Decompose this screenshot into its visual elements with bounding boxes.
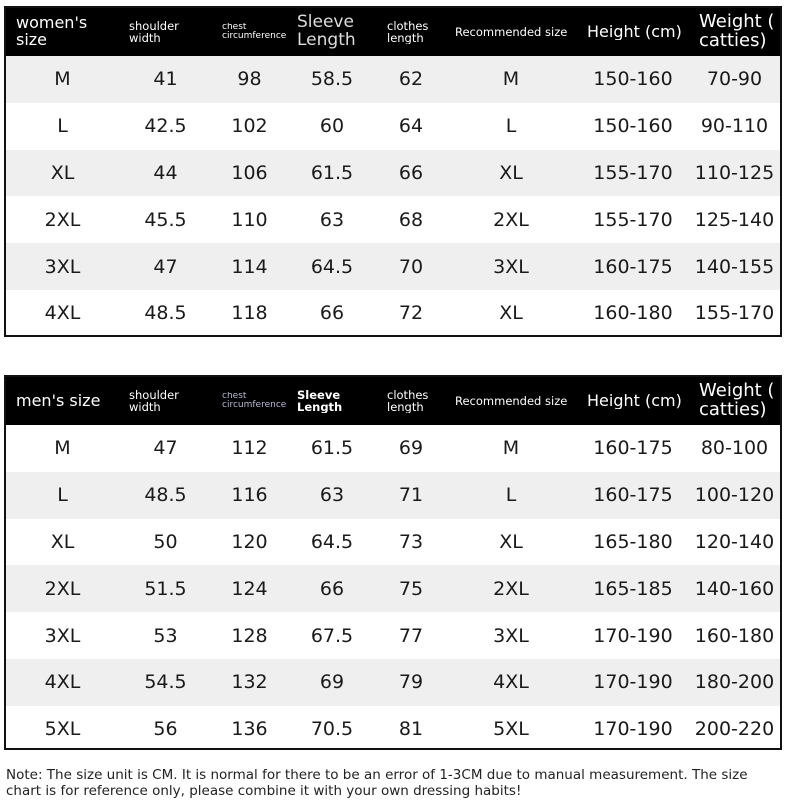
- table-cell: 47: [153, 437, 178, 460]
- women-size-table: [4, 6, 782, 337]
- table-cell: 110-125: [694, 161, 775, 184]
- table-cell: 124: [231, 577, 268, 600]
- table-cell: 165-185: [593, 577, 673, 600]
- table-cell: 48.5: [144, 484, 187, 507]
- table-cell: 61.5: [310, 437, 354, 460]
- table-cell: XL: [499, 161, 523, 184]
- table-cell: XL: [499, 302, 523, 325]
- table-cell: 140-160: [694, 577, 775, 600]
- table-cell: 54.5: [144, 671, 187, 694]
- header-size: women's size: [16, 15, 88, 49]
- table-row: [6, 150, 780, 197]
- table-cell: 5XL: [493, 718, 529, 741]
- table-cell: 47: [153, 255, 178, 278]
- table-cell: 155-170: [694, 302, 775, 325]
- table-cell: 3XL: [44, 255, 81, 278]
- table-row: [6, 196, 780, 243]
- women-header-row: [6, 8, 780, 56]
- table-cell: 160-180: [593, 302, 673, 325]
- table-cell: 41: [153, 68, 178, 91]
- table-cell: 118: [231, 302, 268, 325]
- table-cell: 70.5: [310, 718, 354, 741]
- header-weight: Weight ( catties): [699, 382, 775, 420]
- women-table-body: [6, 56, 780, 337]
- table-cell: 71: [398, 484, 424, 507]
- table-cell: 45.5: [144, 208, 187, 231]
- table-cell: 106: [231, 161, 268, 184]
- table-cell: 160-180: [694, 624, 775, 647]
- table-cell: 68: [398, 208, 424, 231]
- table-cell: M: [502, 437, 520, 460]
- table-cell: 170-190: [593, 718, 673, 741]
- table-cell: 81: [398, 718, 424, 741]
- table-cell: 102: [231, 115, 268, 138]
- table-cell: 70: [398, 255, 424, 278]
- header-clothes-length: clothes length: [387, 388, 429, 414]
- table-cell: 73: [398, 530, 424, 553]
- table-cell: 2XL: [493, 208, 529, 231]
- table-cell: 170-190: [593, 624, 673, 647]
- table-row: [6, 659, 780, 706]
- table-cell: 69: [398, 437, 424, 460]
- table-cell: 72: [398, 302, 424, 325]
- table-cell: 3XL: [493, 624, 529, 647]
- table-cell: 64: [398, 115, 424, 138]
- table-cell: 80-100: [700, 437, 769, 460]
- header-recommended: Recommended size: [455, 25, 568, 39]
- table-row: [6, 56, 780, 103]
- table-cell: 58.5: [310, 68, 354, 91]
- table-cell: 42.5: [144, 115, 187, 138]
- table-cell: 116: [231, 484, 268, 507]
- table-cell: 50: [153, 530, 178, 553]
- table-cell: 64.5: [310, 255, 354, 278]
- header-height: Height (cm): [587, 23, 682, 41]
- men-table-body: [6, 425, 780, 753]
- table-cell: L: [57, 484, 68, 507]
- table-cell: 150-160: [593, 68, 673, 91]
- table-cell: 160-175: [593, 437, 673, 460]
- table-cell: 125-140: [694, 208, 775, 231]
- table-cell: 136: [231, 718, 268, 741]
- table-cell: 53: [153, 624, 178, 647]
- header-chest: chest circumference: [222, 22, 287, 41]
- table-cell: 56: [153, 718, 178, 741]
- table-cell: 51.5: [144, 577, 187, 600]
- table-cell: 62: [398, 68, 424, 91]
- table-cell: M: [502, 68, 520, 91]
- table-cell: 128: [231, 624, 268, 647]
- table-row: [6, 706, 780, 753]
- table-cell: L: [505, 115, 517, 138]
- table-cell: 110: [231, 208, 268, 231]
- table-cell: 100-120: [694, 484, 775, 507]
- table-cell: 140-155: [694, 255, 775, 278]
- table-cell: 64.5: [310, 530, 354, 553]
- table-cell: 112: [231, 437, 268, 460]
- table-cell: L: [505, 484, 517, 507]
- table-cell: 200-220: [694, 718, 775, 741]
- table-cell: 4XL: [44, 671, 81, 694]
- table-cell: L: [57, 115, 68, 138]
- table-cell: 66: [398, 161, 424, 184]
- header-shoulder: shoulder width: [129, 388, 179, 414]
- table-cell: 90-110: [700, 115, 769, 138]
- table-cell: 70-90: [706, 68, 763, 91]
- table-row: [6, 243, 780, 290]
- table-cell: 69: [319, 671, 345, 694]
- header-sleeve: Sleeve Length: [297, 388, 343, 414]
- table-cell: 67.5: [310, 624, 354, 647]
- table-cell: 3XL: [493, 255, 529, 278]
- table-cell: 66: [319, 302, 345, 325]
- header-chest: chest circumference: [222, 391, 287, 410]
- men-size-table: [4, 375, 782, 750]
- table-cell: 4XL: [44, 302, 81, 325]
- table-cell: 77: [398, 624, 424, 647]
- table-cell: 48.5: [144, 302, 187, 325]
- table-cell: XL: [50, 530, 75, 553]
- table-cell: 150-160: [593, 115, 673, 138]
- table-cell: M: [54, 68, 71, 91]
- table-cell: 160-175: [593, 255, 673, 278]
- header-size: men's size: [16, 392, 101, 410]
- table-cell: 3XL: [44, 624, 81, 647]
- table-row: [6, 519, 780, 566]
- header-height: Height (cm): [587, 392, 682, 410]
- table-cell: 2XL: [44, 577, 81, 600]
- table-cell: 165-180: [593, 530, 673, 553]
- header-shoulder: shoulder width: [129, 19, 179, 45]
- table-row: [6, 290, 780, 337]
- table-cell: 4XL: [493, 671, 529, 694]
- measurement-note: Note: The size unit is CM. It is normal for there to be an error of 1-3CM due to manual measurement. The size chart is for reference only, please combine it with your own dressing habits!: [6, 767, 748, 799]
- header-weight: Weight ( catties): [699, 13, 775, 51]
- table-cell: 75: [398, 577, 424, 600]
- table-row: [6, 472, 780, 519]
- table-cell: 132: [231, 671, 268, 694]
- table-cell: XL: [50, 161, 75, 184]
- table-row: [6, 425, 780, 472]
- table-cell: 63: [319, 484, 345, 507]
- table-cell: 44: [153, 161, 178, 184]
- table-cell: 2XL: [44, 208, 81, 231]
- header-recommended: Recommended size: [455, 394, 568, 408]
- table-cell: 180-200: [694, 671, 775, 694]
- table-cell: XL: [499, 530, 523, 553]
- table-cell: 63: [319, 208, 345, 231]
- table-cell: 155-170: [593, 161, 673, 184]
- table-cell: 66: [319, 577, 345, 600]
- table-cell: 5XL: [44, 718, 81, 741]
- table-cell: 170-190: [593, 671, 673, 694]
- table-cell: 155-170: [593, 208, 673, 231]
- table-cell: 61.5: [310, 161, 354, 184]
- table-cell: M: [54, 437, 71, 460]
- table-row: [6, 612, 780, 659]
- table-cell: 160-175: [593, 484, 673, 507]
- table-cell: 120-140: [694, 530, 775, 553]
- header-clothes-length: clothes length: [387, 19, 429, 45]
- table-cell: 114: [231, 255, 268, 278]
- table-cell: 98: [237, 68, 262, 91]
- table-cell: 120: [231, 530, 268, 553]
- table-cell: 60: [319, 115, 345, 138]
- table-cell: 79: [398, 671, 424, 694]
- table-row: [6, 103, 780, 150]
- table-row: [6, 565, 780, 612]
- header-sleeve: Sleeve Length: [297, 14, 356, 50]
- men-header-row: [6, 377, 780, 425]
- table-cell: 2XL: [493, 577, 529, 600]
